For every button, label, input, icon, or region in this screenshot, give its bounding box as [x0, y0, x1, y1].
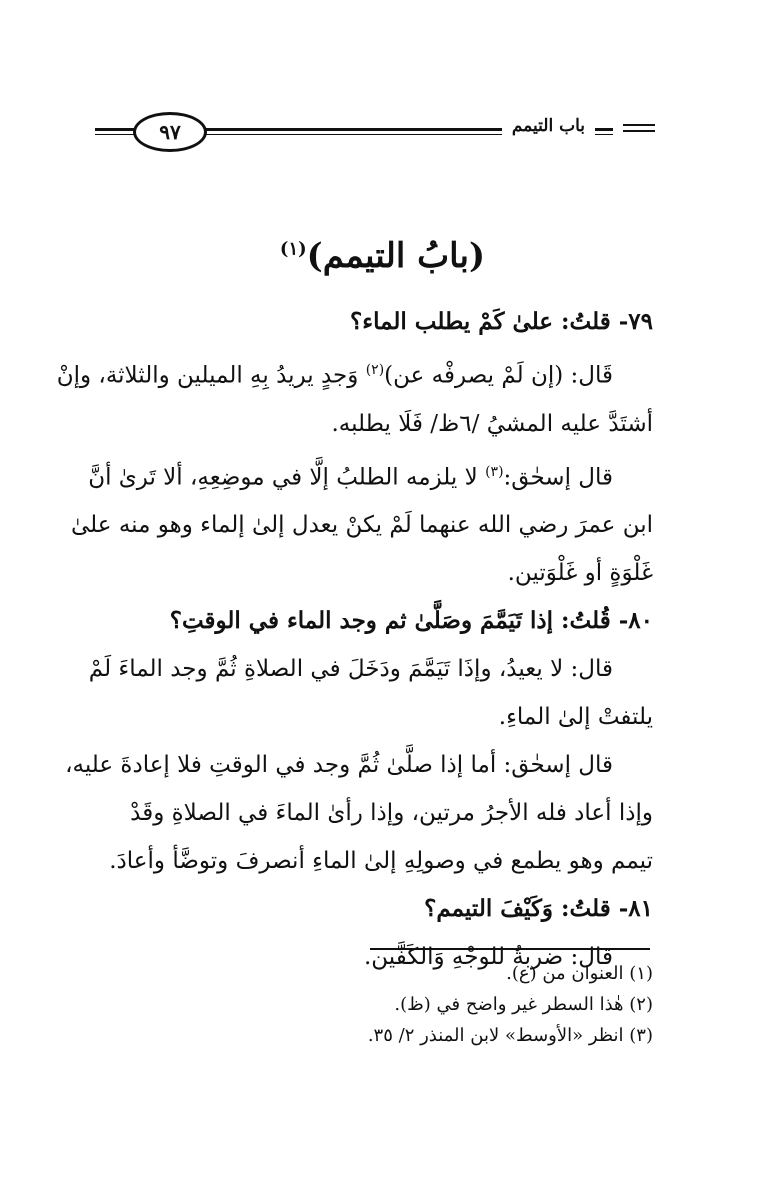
text-segment: قال إسحٰق: — [503, 464, 613, 491]
text-line — [88, 448, 653, 502]
text-line: أشتَدَّ عليه المشيُ /٦ظ/ فَلَا يطلبه. — [331, 410, 653, 437]
running-chapter-title: باب التيمم — [502, 116, 595, 136]
text-line: قال إسحٰق: أما إذا صلَّىٰ ثُمَّ وجد في الوقتِ فلا إعادةَ عليه، — [65, 752, 613, 779]
footnote-separator — [370, 948, 650, 950]
running-header — [95, 108, 655, 152]
footnote-1: (١) العنوان من (ع). — [506, 963, 653, 984]
footnote-ref-3: (٣) — [485, 463, 504, 480]
question-80: ٨٠- قُلتُ: إذا تَيَمَّمَ وصَلَّىٰ ثم وجد الماء في الوقتِ؟ — [169, 607, 653, 635]
text-line: تيمم وهو يطمع في وصولِهِ إلىٰ الماءِ أنصرفَ وتوضَّأ وأعادَ. — [109, 848, 653, 875]
footnote-3: (٣) انظر «الأوسط» لابن المنذر ٢/ ٣٥. — [367, 1025, 653, 1046]
main-text — [56, 298, 653, 981]
footnote-2: (٢) هٰذا السطر غير واضح في (ظ). — [394, 994, 653, 1015]
chapter-heading-footnote-ref: (١) — [279, 238, 307, 260]
text-line: وإذا أعاد فله الأجرُ مرتين، وإذا رأىٰ الماءَ في الصلاةِ وقَدْ — [130, 800, 653, 827]
text-line — [56, 346, 653, 400]
chapter-heading — [0, 236, 765, 276]
header-ornament-icon — [623, 124, 655, 126]
text-line: قال: ضربةٌ للوجْهِ وَالكَفَّين. — [363, 944, 613, 971]
footnote-ref-2: (٢) — [365, 362, 385, 378]
text-segment: لا يلزمه الطلبُ إلَّا في موضِعِهِ، ألا تَرىٰ أنَّ — [88, 464, 486, 491]
page-number: ٩٧ — [133, 112, 207, 152]
header-rule-left — [95, 128, 135, 131]
question-79: ٧٩- قلتُ: علىٰ كَمْ يطلب الماء؟ — [350, 308, 653, 335]
text-segment: قَال: (إن لَمْ يصرفْه عن) — [384, 362, 613, 389]
text-segment: وَجدٍ يريدُ بِهِ الميلين والثلاثة، وإنْ — [56, 362, 366, 389]
footnotes — [133, 958, 653, 1051]
text-line: قال: لا يعيدُ، وإذَا تَيَمَّمَ ودَخَلَ في الصلاةِ ثُمَّ وجد الماءَ لَمْ — [88, 656, 613, 683]
text-line: غَلْوَةٍ أو غَلْوَتين. — [507, 560, 653, 587]
chapter-heading-title: (بابُ التيمم) — [306, 236, 486, 276]
text-line: ابن عمرَ رضي الله عنهما لَمْ يكنْ يعدل إلىٰ إلماء وهو منه علىٰ — [71, 512, 653, 539]
question-81: ٨١- قلتُ: وَكَيْفَ التيمم؟ — [424, 895, 653, 923]
text-line: يلتفتْ إلىٰ الماءِ. — [498, 704, 653, 731]
